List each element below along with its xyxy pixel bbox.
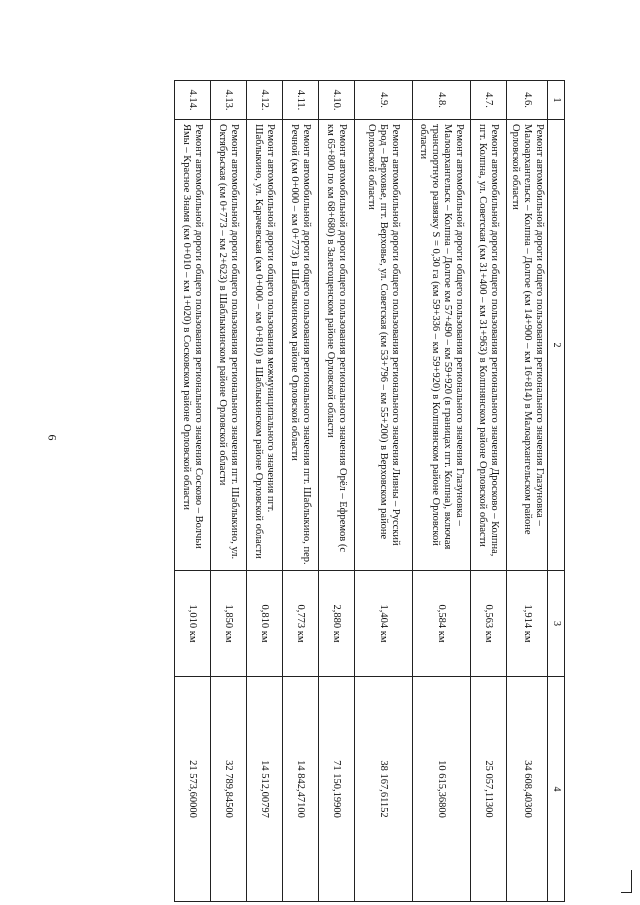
row-number: 4.14. (175, 81, 211, 120)
row-sum: 71 150,19900 (319, 677, 355, 902)
table-row (175, 81, 211, 902)
road-repair-table (174, 80, 565, 902)
row-sum: 25 057,11300 (471, 677, 507, 902)
row-length: 2,880 км (319, 571, 355, 677)
row-number: 4.6. (507, 81, 548, 120)
header-col-1: 1 (548, 81, 565, 120)
row-length: 1,850 км (211, 571, 247, 677)
table-row (507, 81, 548, 902)
row-length: 0,810 км (247, 571, 283, 677)
page-number: 6 (45, 434, 60, 441)
table-header-row (548, 81, 565, 902)
row-sum: 14 842,47100 (283, 677, 319, 902)
table-row (319, 81, 355, 902)
table-row (471, 81, 507, 902)
row-number: 4.9. (355, 81, 413, 120)
page-corner-mark (621, 870, 632, 893)
row-number: 4.7. (471, 81, 507, 120)
document-table-rotated (82, 80, 565, 902)
table-row (413, 81, 471, 902)
table-row (247, 81, 283, 902)
row-length: 0,773 км (283, 571, 319, 677)
row-description: Ремонт автомобильной дороги общего пользования регионального значения Сосково – Волчьи Ямы – Красное Знамя (км 0+010 – км 1+020) в Сосковском районе Орловской области (175, 120, 211, 571)
row-description: Ремонт автомобильной дороги общего пользования регионального значения пгт. Шаблыкино, пер. Речной (км 0+000 – км 0+773) в Шаблыкинском районе Орловской области (283, 120, 319, 571)
row-length: 1,010 км (175, 571, 211, 677)
row-number: 4.12. (247, 81, 283, 120)
row-sum: 14 512,00797 (247, 677, 283, 902)
row-length: 1,404 км (355, 571, 413, 677)
row-sum: 38 167,61152 (355, 677, 413, 902)
row-description: Ремонт автомобильной дороги общего пользования регионального значения Дросково – Колпна, пгт. Колпна, ул. Советская (км 31+400 – км 31+963) в Колпнянском районе Орловской области (471, 120, 507, 571)
row-number: 4.8. (413, 81, 471, 120)
row-description: Ремонт автомобильной дороги общего пользования межмуниципального значения пгт. Шаблыкино, ул. Карачевская (км 0+000 – км 0+810) в Шаблыкинском районе Орловской области (247, 120, 283, 571)
table-row (355, 81, 413, 902)
row-number: 4.13. (211, 81, 247, 120)
row-sum: 34 608,40300 (507, 677, 548, 902)
row-description: Ремонт автомобильной дороги общего пользования регионального значения Глазуновка – Малоархангельск – Колпна – Долгое км 57+490 – км 59+920 (в границах пгт. Колпна), включая транспортную развязку S = 0,30 га (км 59+336 – км 59+920) в Колпнянском районе Орловской области (413, 120, 471, 571)
table-row (283, 81, 319, 902)
row-description: Ремонт автомобильной дороги общего пользования регионального значения пгт. Шаблыкино, ул. Октябрьская (км 0+773 – км 2+623) в Шаблыкинском районе Орловской области (211, 120, 247, 571)
row-number: 4.10. (319, 81, 355, 120)
row-description: Ремонт автомобильной дороги общего пользования регионального значения Орёл – Ефремов (с км 65+800 по км 68+680) в Залегощенском районе Орловской области (319, 120, 355, 571)
row-description: Ремонт автомобильной дороги общего пользования регионального значения Глазуновка – Малоархангельск – Колпна – Долгое (км 14+900 – км 16+814) в Малоархангельском районе Орловской области (507, 120, 548, 571)
row-length: 1,914 км (507, 571, 548, 677)
table-row (211, 81, 247, 902)
header-col-4: 4 (548, 677, 565, 902)
header-col-3: 3 (548, 571, 565, 677)
row-number: 4.11. (283, 81, 319, 120)
row-length: 0,563 км (471, 571, 507, 677)
row-sum: 32 789,84500 (211, 677, 247, 902)
header-col-2: 2 (548, 120, 565, 571)
row-sum: 10 615,36800 (413, 677, 471, 902)
row-length: 0,584 км (413, 571, 471, 677)
row-description: Ремонт автомобильной дороги общего пользования регионального значения Ливны – Русский Брод – Верховье, пгт. Верховье, ул. Советская (км 53+796 – км 55+200) в Верховском районе Орловской области (355, 120, 413, 571)
row-sum: 21 573,60000 (175, 677, 211, 902)
